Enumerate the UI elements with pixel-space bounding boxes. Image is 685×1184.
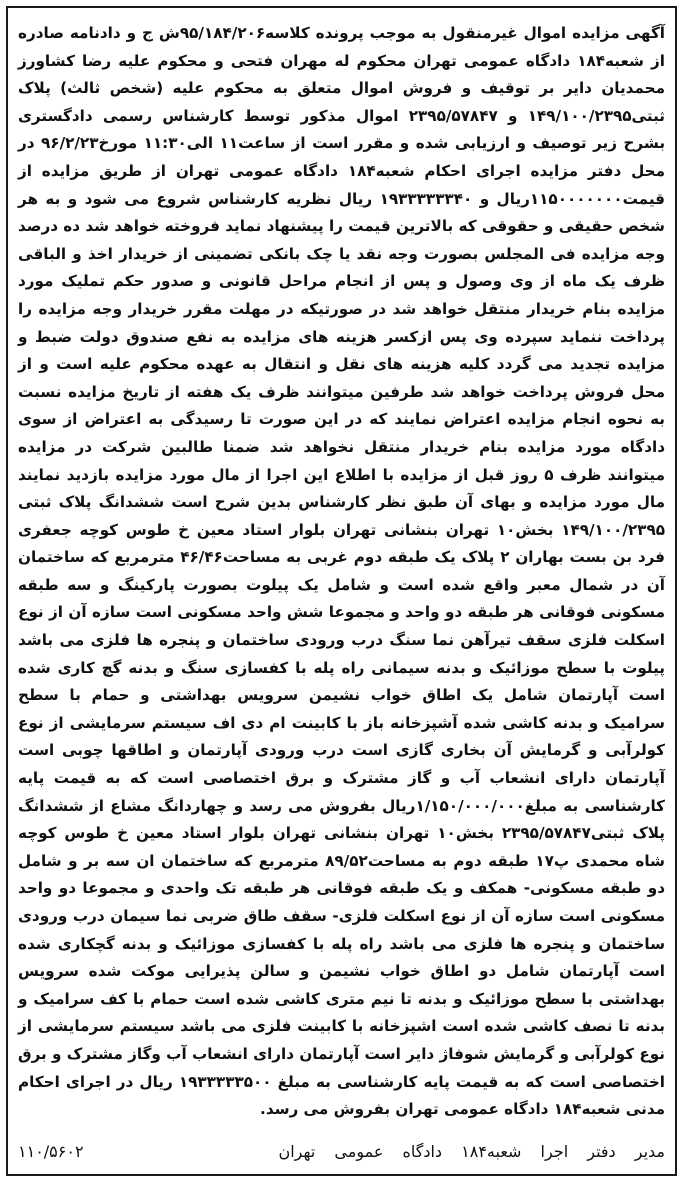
notice-frame (6, 6, 677, 1176)
notice-body: آگهی مزایده اموال غیرمنقول به موجب پرونده کلاسه۹۵/۱۸۴/۲۰۶ش ج و دادنامه صادره از شعبه۱۸۴ دادگاه عمومی تهران محکوم له مهران فتحی و محکوم علیه رضا کشاورز محمدیان دایر بر توقیف و فروش اموال متعلق به محکوم علیه (شخص ثالث) پلاک ثبتی۱۴۹/۱۰۰/۲۳۹۵ و ۲۳۹۵/۵۷۸۴۷ اموال مذکور توسط کارشناس رسمی دادگستری بشرح زیر توصیف و ارزیابی شده و مقرر است از ساعت۱۱ الی۱۱:۳۰ مورخ۹۶/۲/۲۳ در محل دفتر مزایده اجرای احکام شعبه۱۸۴ دادگاه عمومی تهران از طریق مزایده از قیمت۱۱۵۰۰۰۰۰۰۰ریال و ۱۹۳۳۳۳۳۳۴۰ ریال نظریه کارشناس شروع می شود و به هر شخص حقیقی و حقوقی که بالاترین قیمت را پیشنهاد نماید فروخته خواهد شد ده درصد وجه مزایده فی المجلس بصورت وجه نقد یا چک بانکی تضمینی از خریدار اخذ و الباقی ظرف یک ماه از وی وصول و پس از انجام مراحل قانونی و صدور حکم تملیک مورد مزایده بنام خریدار منتقل خواهد شد در صورتیکه در مهلت مقرر خریدار وجه مزایده را پرداخت ننماید سپرده وی پس ازکسر هزینه های مزایده به نفع صندوق دولت ضبط و مزایده تجدید می گردد کلیه هزینه های نقل و انتقال به عهده محکوم علیه است و از محل فروش پرداخت خواهد شد طرفین میتوانند ظرف یک هفته از تاریخ مزایده نسبت به نحوه انجام مزایده اعتراض نمایند که در این صورت تا رسیدگی به اعتراض از سوی دادگاه مورد مزایده بنام خریدار منتقل نخواهد شد ضمنا طالبین شرکت در مزایده میتوانند ظرف ۵ روز قبل از مزایده با اطلاع این اجرا از مال مورد مزایده بازدید نمایند مال مورد مزایده و بهای آن طبق نظر کارشناس بدین شرح است ششدانگ پلاک ثبتی ۱۴۹/۱۰۰/۲۳۹۵ بخش۱۰ تهران بنشانی تهران بلوار استاد معین خ طوس کوچه جعفری فرد بن بست بهاران ۲ پلاک یک طبقه دوم غربی به مساحت۴۶/۴۶ مترمربع که ساختمان آن در شمال معبر واقع شده است و شامل یک پیلوت بصورت پارکینگ و سه طبقه مسکونی فوقانی هر طبقه دو واحد و مجموعا شش واحد مسکونی است سازه آن از نوع اسکلت فلزی سقف تیرآهن نما سنگ درب ورودی ساختمان و پنجره ها فلزی می باشد پیلوت با سطح موزائیک و بدنه سیمانی راه پله با کفسازی سنگ و بدنه گچ کاری شده است آپارتمان شامل یک اطاق خواب نشیمن سرویس بهداشتی و حمام با سطح سرامیک و بدنه کاشی شده آشپزخانه باز با کابینت ام دی اف سیستم سرمایشی از نوع کولرآبی و گرمایش آن بخاری گازی است درب ورودی آپارتمان و اطاقها چوبی است آپارتمان دارای انشعاب آب و گاز مشترک و برق اختصاصی است که به قیمت پایه کارشناسی به مبلغ۱/۱۵۰/۰۰۰/۰۰۰ریال بفروش می رسد و چهاردانگ مشاع از ششدانگ پلاک ثبتی۲۳۹۵/۵۷۸۴۷ بخش۱۰ تهران بنشانی تهران بلوار استاد معین خ طوس کوچه شاه محمدی پ۱۷ طبقه دوم به مساحت۸۹/۵۲ مترمربع که ساختمان ان سه بر و شامل دو طبقه مسکونی- همکف و یک طبقه فوقانی هر طبقه تک واحدی و مجموعا دو واحد مسکونی است سازه آن از نوع اسکلت فلزی- سقف طاق ضربی نما سیمان درب ورودی ساختمان و پنجره ها فلزی می باشد راه پله با کفسازی موزائیک و بدنه گچکاری شده است آپارتمان شامل دو اطاق خواب نشیمن و سالن پذیرایی موکت شده سرویس بهداشتی با سطح موزائیک و بدنه تا نیم متری کاشی شده است حمام با کف سرامیک و بدنه تا نصف کاشی شده است اشپزخانه با کابینت فلزی می باشد سیستم سرمایشی از نوع کولرآبی و گرمایش شوفاژ دایر است آپارتمان دارای انشعاب آب وگاز مشترک و برق اختصاصی است که به قیمت پایه کارشناسی به مبلغ ۱۹۳۳۳۳۳۵۰۰ ریال در اجرای احکام مدنی شعبه۱۸۴ دادگاه عمومی تهران بفروش می رسد. (18, 24, 666, 1119)
notice-code: ۱۱۰/۵۶۰۲ (18, 1141, 84, 1161)
notice-footer (18, 1136, 665, 1166)
signature-line: مدیر دفتر اجرا شعبه۱۸۴ دادگاه عمومی تهران (278, 1141, 665, 1161)
